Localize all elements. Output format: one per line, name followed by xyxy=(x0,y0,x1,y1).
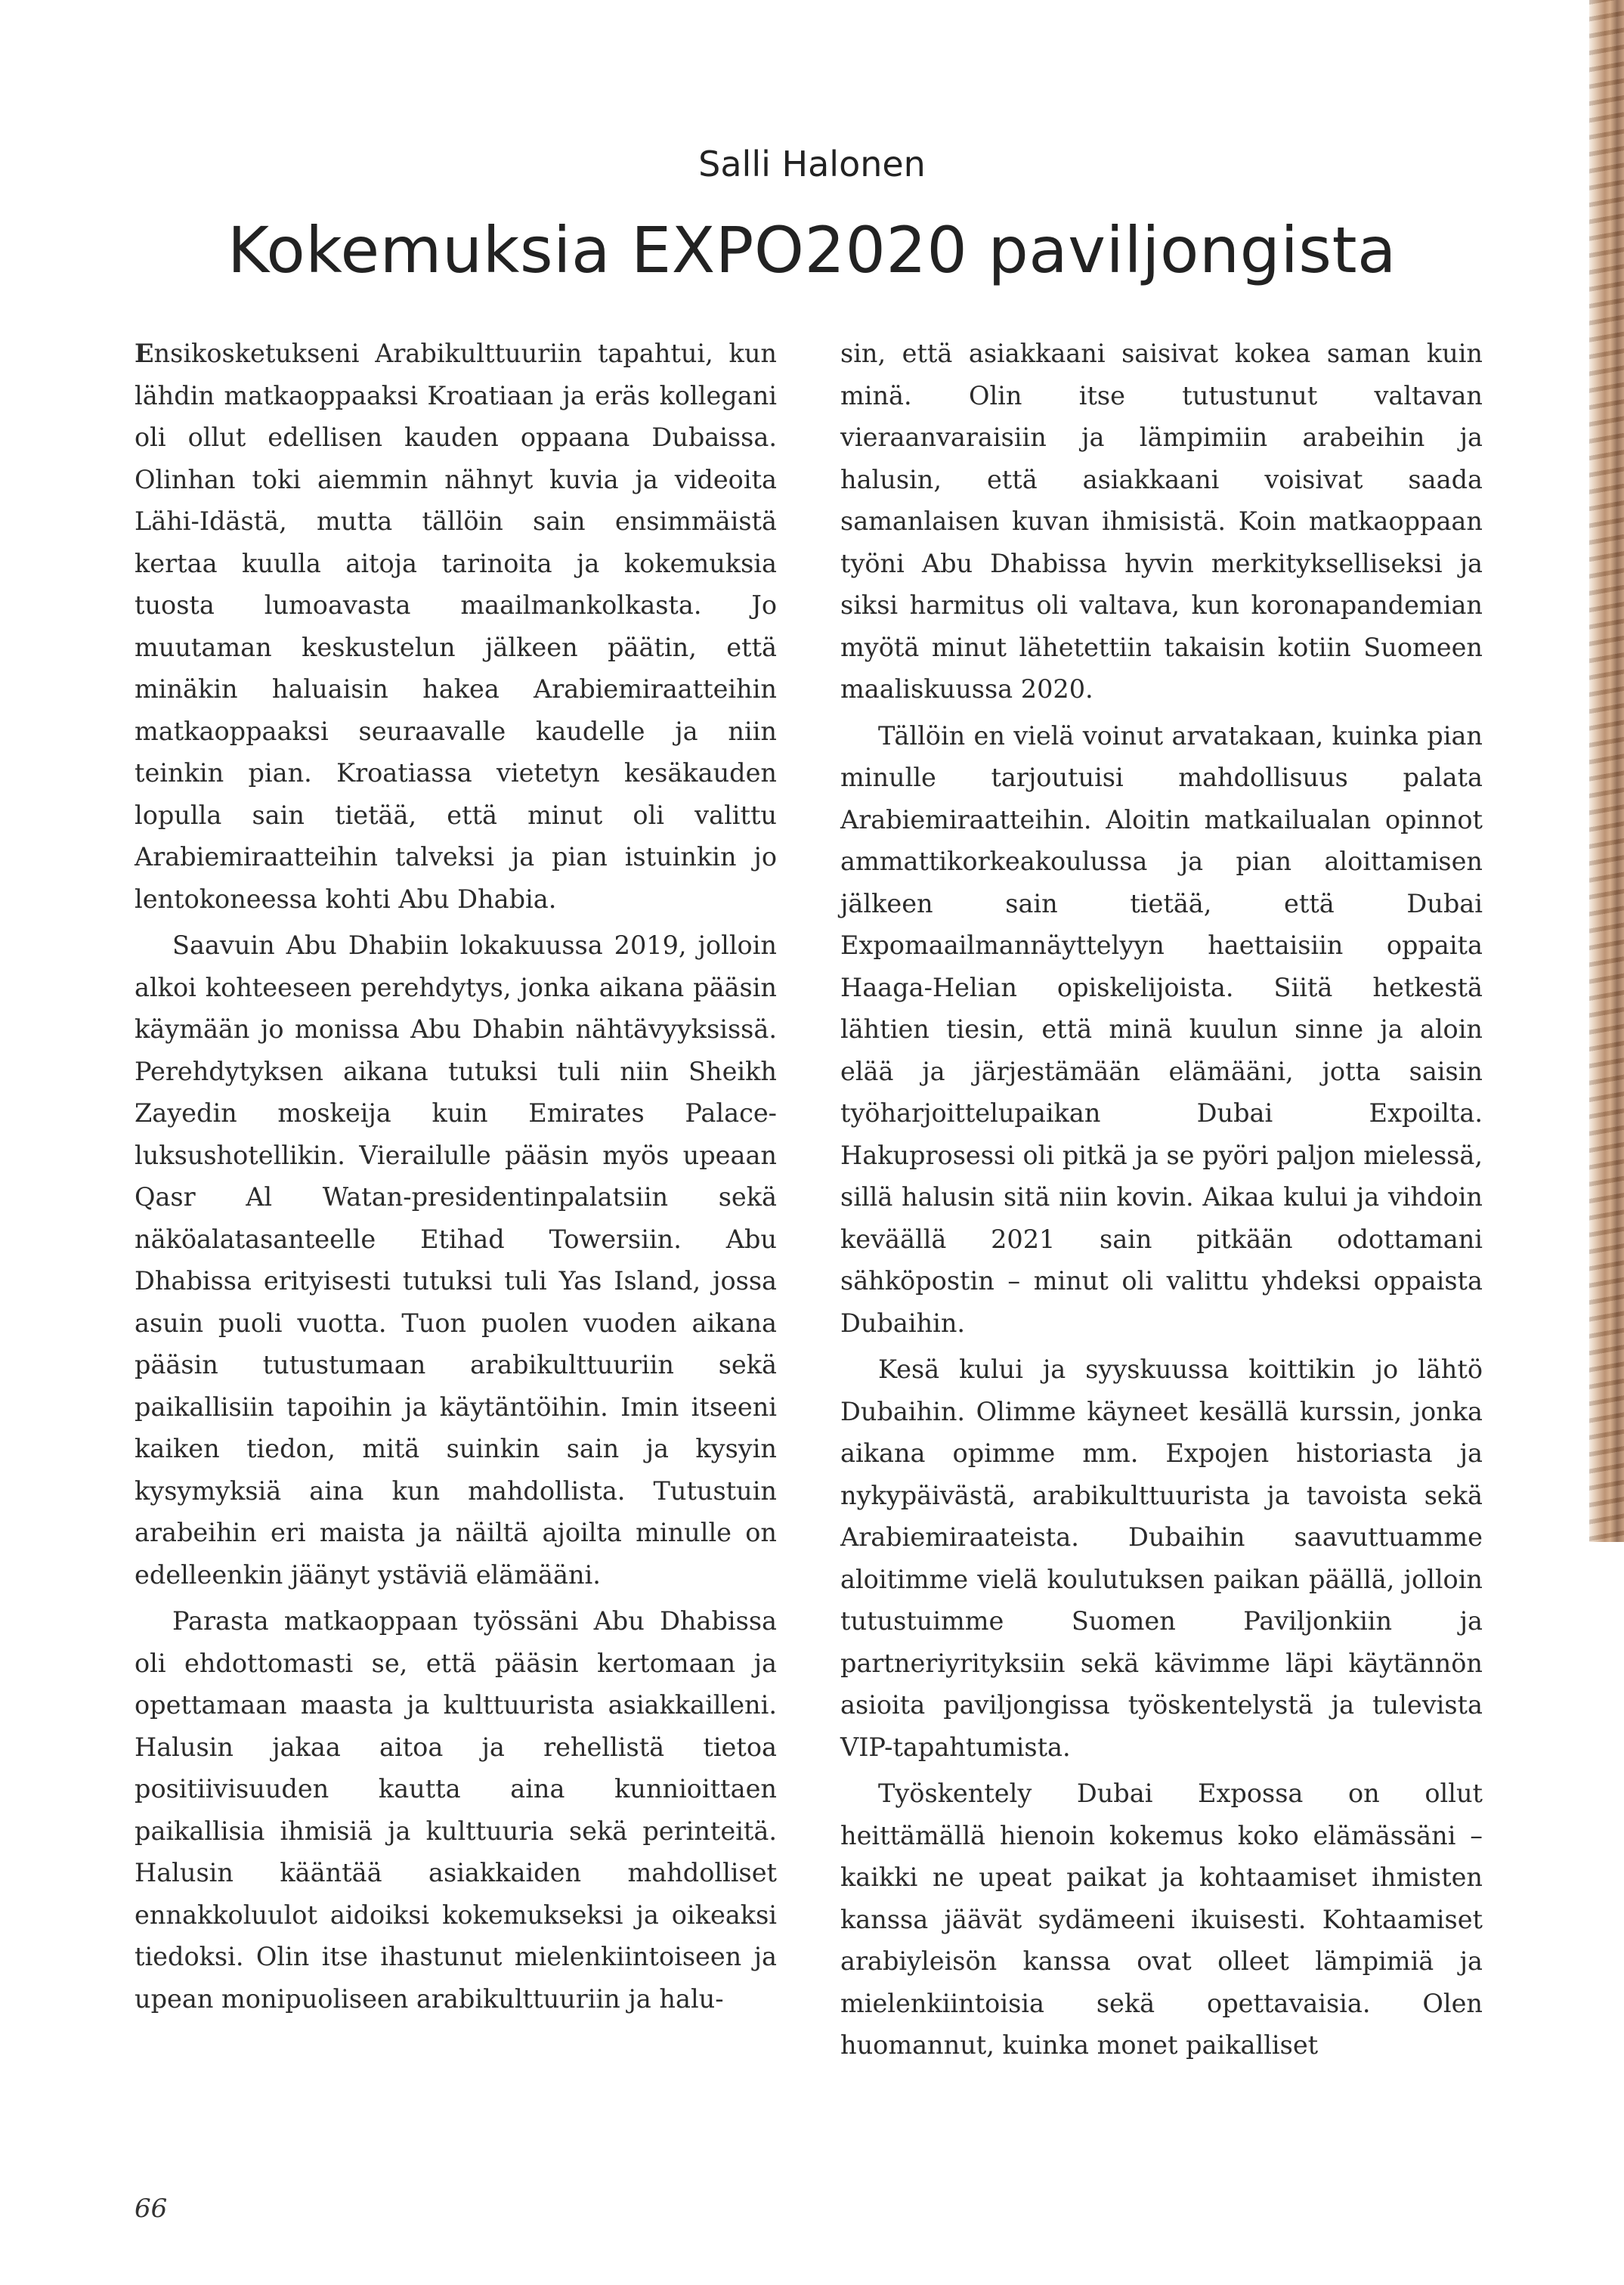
drop-cap: E xyxy=(135,339,154,368)
paragraph: Parasta matkaoppaan työssäni Abu Dhabissa oli ehdottomasti se, että pääsin kertomaan ja opettamaan maasta ja kulttuurista asiakkailleni. Halusin jakaa aitoa ja rehellistä tietoa positiivisuuden kautta aina kunnioittaen paikallisia ihmisiä ja kulttuuria sekä perinteitä. Halusin kääntää asiakkaiden mahdolliset ennakkoluulot aidoiksi kokemukseksi ja oikeaksi tiedoksi. Olin itse ihastunut mielenkiintoiseen ja upean monipuoliseen arabikulttuuriin ja halu- xyxy=(135,1606,777,2014)
text-column-right xyxy=(840,333,1483,2067)
article-author: Salli Halonen xyxy=(698,144,926,184)
paragraph xyxy=(135,333,777,920)
paragraph: sin, että asiakkaani saisivat kokea saman kuin minä. Olin itse tutustunut valtavan vieraanvaraisiin ja lämpimiin arabeihin ja halusin, että asiakkaani voisivat saada samanlaisen kuvan ihmisistä. Koin matkaoppaan työni Abu Dhabissa hyvin merkitykselliseksi ja siksi harmitus oli valtava, kun koronapandemian myötä minut lähetettiin takaisin kotiin Suomeen maaliskuussa 2020. xyxy=(840,339,1483,704)
paragraph: Kesä kului ja syyskuussa koittikin jo lähtö Dubaihin. Olimme käyneet kesällä kurssin, jonka aikana opimme mm. Expojen historiasta ja nykypäivästä, arabikulttuurista ja tavoista sekä Arabiemiraateista. Dubaihin saavuttuamme aloitimme vielä koulutuksen paikan päällä, jolloin tutustuimme Suomen Paviljonkiin ja partneriyrityksiin sekä kävimme läpi käytännön asioita paviljongissa työskentelystä ja tulevista VIP-tapahtumista. xyxy=(840,1355,1483,1762)
page-number: 66 xyxy=(135,2194,168,2224)
text-column-left xyxy=(135,333,777,2020)
article-title: Kokemuksia EXPO2020 paviljongista xyxy=(227,213,1397,287)
paragraph: Tällöin en vielä voinut arvatakaan, kuinka pian minulle tarjoutuisi mahdollisuus palata Arabiemiraatteihin. Aloitin matkailualan opinnot ammattikorkeakoulussa ja pian aloittamisen jälkeen sain tietää, että Dubai Expomaailmannäyttelyyn haettaisiin oppaita Haaga-Helian opiskelijoista. Siitä hetkestä lähtien tiesin, että minä kuulun sinne ja aloin elää ja järjestämään elämääni, jotta saisin työharjoittelupaikan Dubai Expoilta. Hakuprosessi oli pitkä ja se pyöri paljon mielessä, sillä halusin sitä niin kovin. Aikaa kului ja vihdoin keväällä 2021 sain pitkään odottamani sähköpostin – minut oli valittu yhdeksi oppaista Dubaihin. xyxy=(840,720,1483,1338)
paragraph: Saavuin Abu Dhabiin lokakuussa 2019, jolloin alkoi kohteeseen perehdytys, jonka aikana pääsin käymään jo monissa Abu Dhabin nähtävyyksissä. Perehdytyksen aikana tutuksi tuli niin Sheikh Zayedin moskeija kuin Emirates Palace-luksushotellikin. Vierailulle pääsin myös upeaan Qasr Al Watan-presidentinpalatsiin sekä näköalatasanteelle Etihad Towersiin. Abu Dhabissa erityisesti tutuksi tuli Yas Island, jossa asuin puoli vuotta. Tuon puolen vuoden aikana pääsin tutustumaan arabikulttuuriin sekä paikallisiin tapoihin ja käytäntöihin. Imin itseeni kaiken tiedon, mitä suinkin sain ja kysyin kysymyksiä aina kun mahdollista. Tutustuin arabeihin eri maista ja näiltä ajoilta minulle on edelleenkin jäänyt ystäviä elämääni. xyxy=(135,930,777,1590)
paragraph-text: nsikosketukseni Arabikulttuuriin tapahtui, kun lähdin matkaoppaaksi Kroatiaan ja eräs kollegani oli ollut edellisen kauden oppaana Dubaissa. Olinhan toki aiemmin nähnyt kuvia ja videoita Lähi-Idästä, mutta tällöin sain ensimmäistä kertaa kuulla aitoja tarinoita ja kokemuksia tuosta lumoavasta maailmankolkasta. Jo muutaman keskustelun jälkeen päätin, että minäkin haluaisin hakea Arabiemiraatteihin matkaoppaaksi seuraavalle kaudelle ja niin teinkin pian. Kroatiassa vietetyn kesäkauden lopulla sain tietää, että minut oli valittu Arabiemiraatteihin talveksi ja pian istuinkin jo lentokoneessa kohti Abu Dhabia. xyxy=(135,339,777,914)
paragraph: Työskentely Dubai Expossa on ollut heittämällä hienoin kokemus koko elämässäni – kaikki ne upeat paikat ja kohtaamiset ihmisten kanssa jäävät sydämeeni ikuisesti. Kohtaamiset arabiyleisön kanssa ovat olleet lämpimiä ja mielenkiintoisia sekä opettavaisia. Olen huomannut, kuinka monet paikalliset xyxy=(840,1779,1483,2060)
